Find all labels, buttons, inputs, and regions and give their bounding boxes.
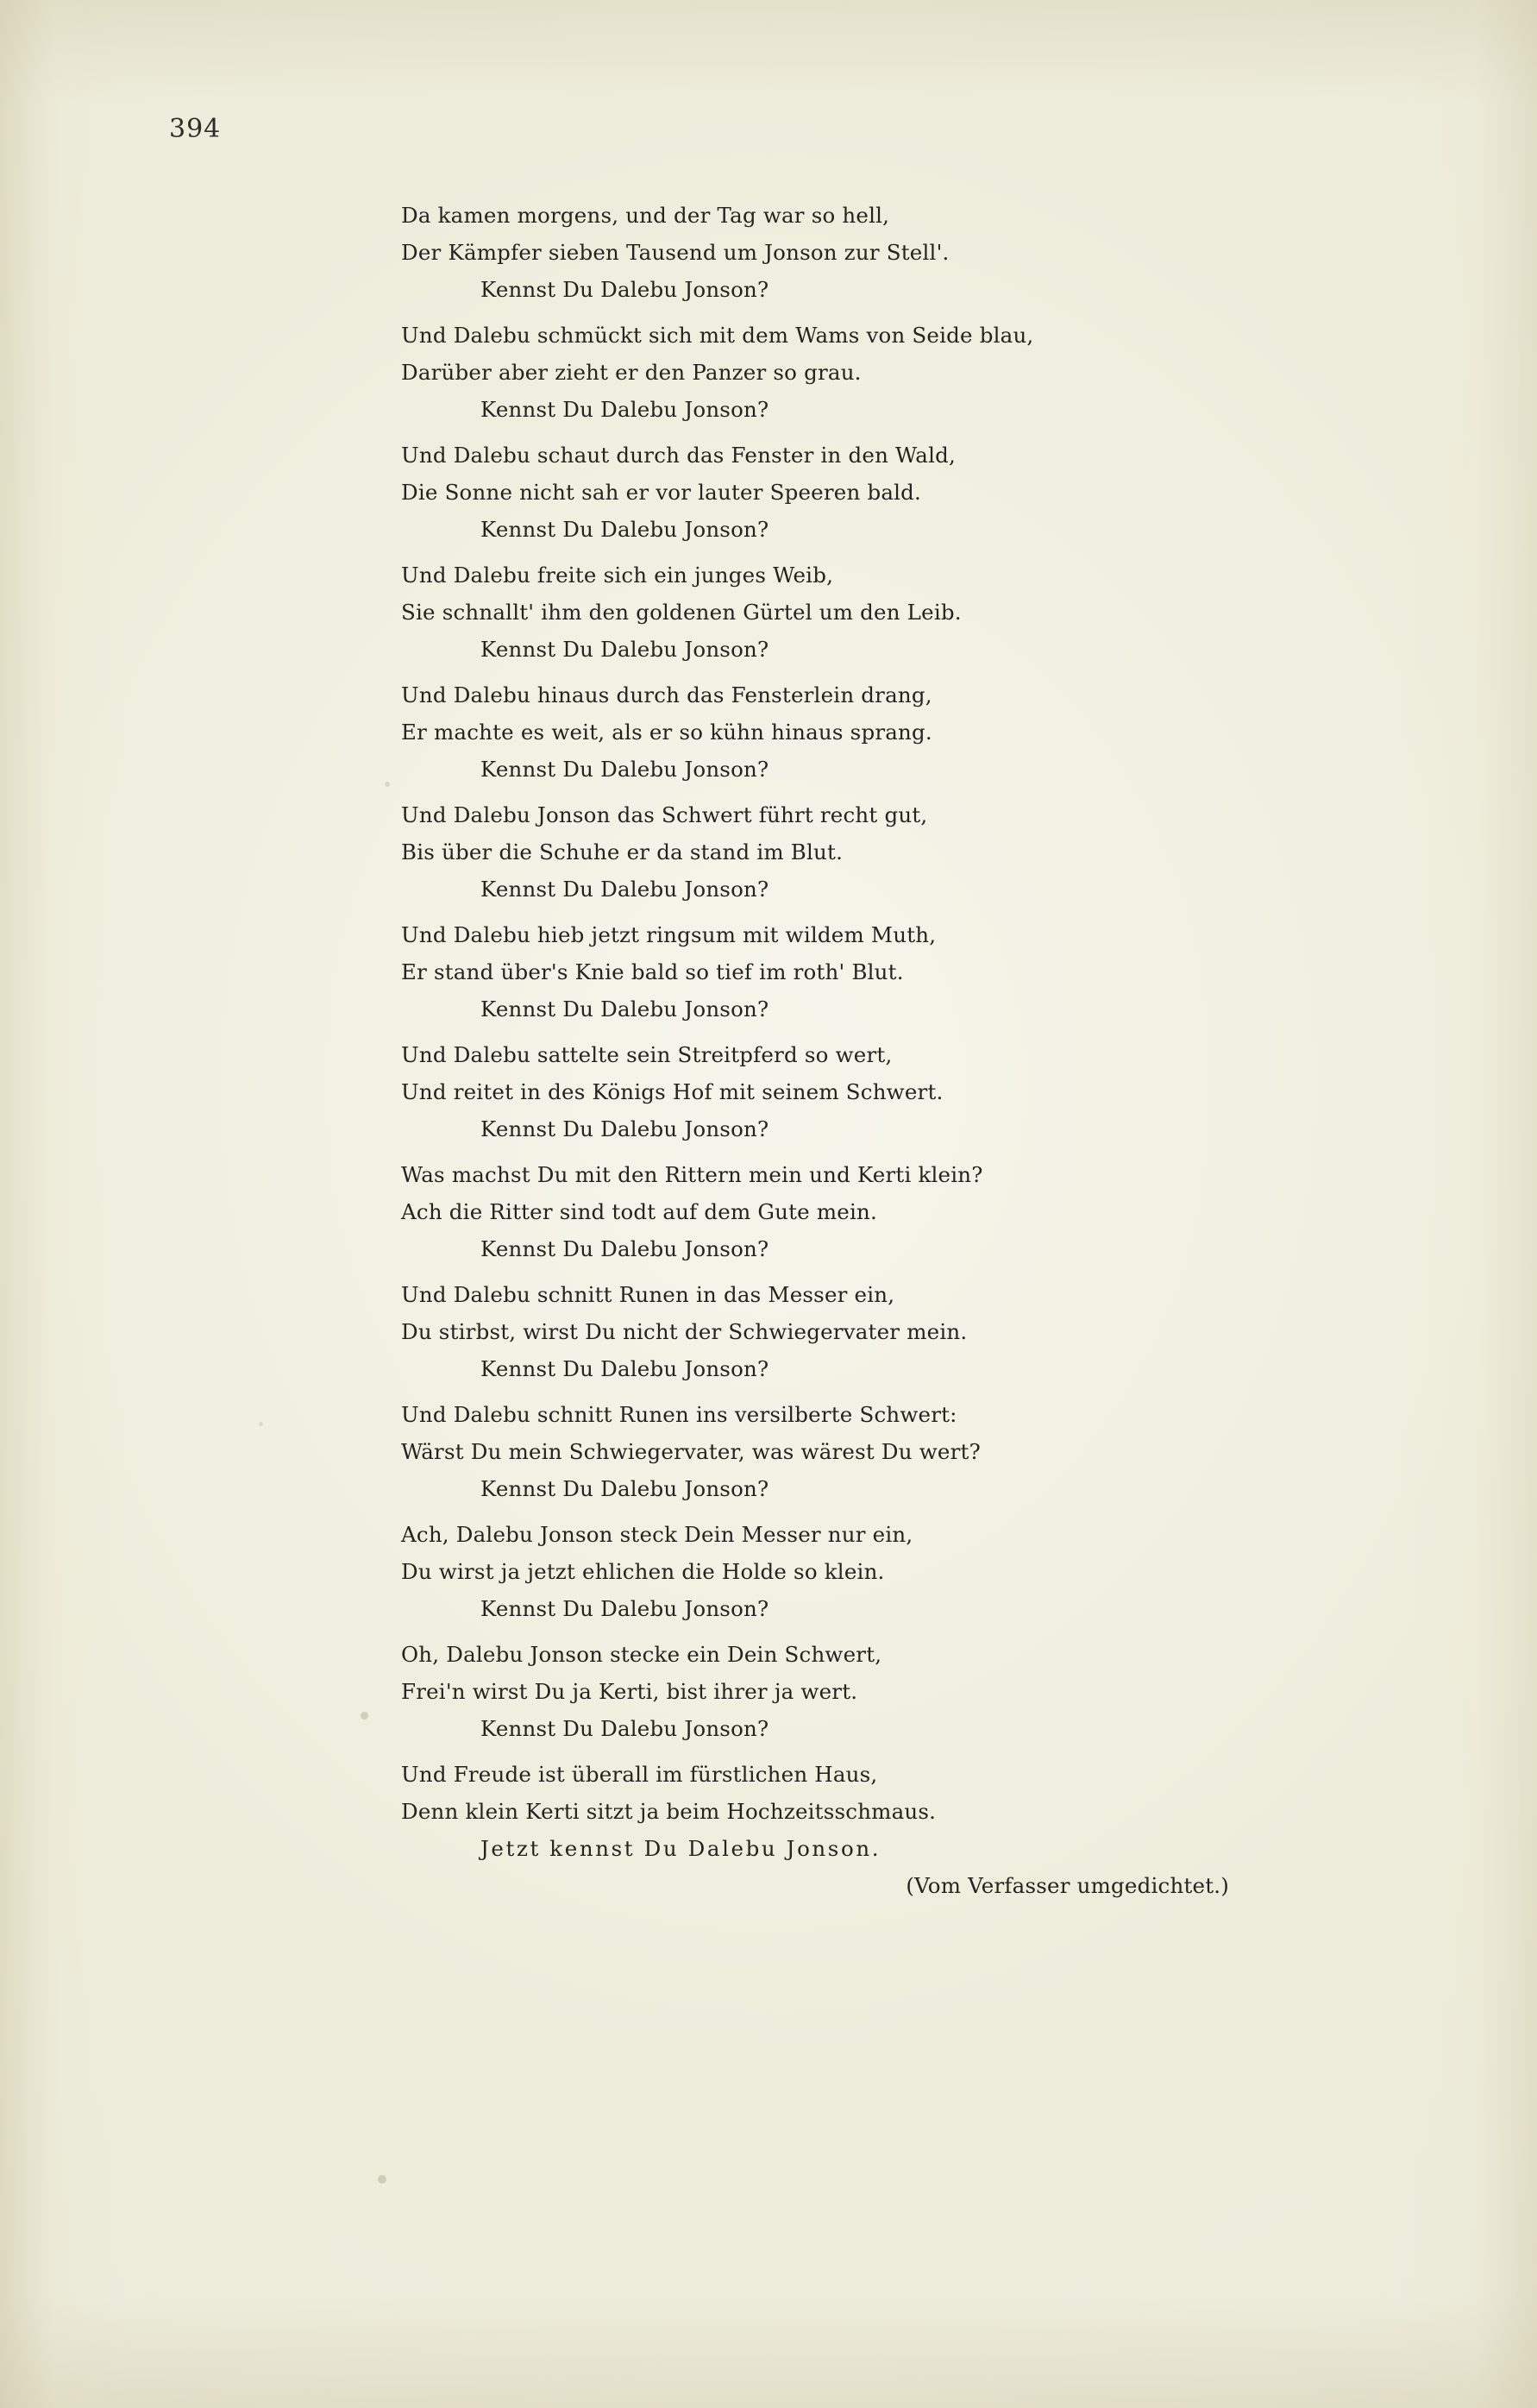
paper-speck bbox=[259, 1422, 263, 1426]
poem-refrain: Kennst Du Dalebu Jonson? bbox=[480, 277, 769, 302]
stanza bbox=[401, 1516, 1229, 1627]
poem-line: Und Dalebu schnitt Runen ins versilberte Schwert: bbox=[401, 1402, 957, 1427]
poem-line: Was machst Du mit den Rittern mein und Kerti klein? bbox=[401, 1162, 983, 1187]
paper-speck bbox=[378, 2175, 386, 2184]
paper-speck bbox=[385, 782, 390, 787]
poem-line: Ach die Ritter sind todt auf dem Gute mein. bbox=[401, 1199, 877, 1224]
poem-refrain: Kennst Du Dalebu Jonson? bbox=[480, 1716, 769, 1741]
stanza bbox=[401, 796, 1229, 908]
poem-line: Denn klein Kerti sitzt ja beim Hochzeitsschmaus. bbox=[401, 1799, 937, 1824]
poem-line: Frei'n wirst Du ja Kerti, bist ihrer ja wert. bbox=[401, 1679, 858, 1704]
poem-line: Ach, Dalebu Jonson steck Dein Messer nur ein, bbox=[401, 1522, 913, 1547]
stanza bbox=[401, 1036, 1229, 1147]
stanza bbox=[401, 437, 1229, 548]
poem-line: Bis über die Schuhe er da stand im Blut. bbox=[401, 839, 844, 864]
poem-refrain: Kennst Du Dalebu Jonson? bbox=[480, 1116, 769, 1141]
poem-line: Und Dalebu Jonson das Schwert führt recht gut, bbox=[401, 802, 928, 827]
stanza bbox=[401, 1156, 1229, 1267]
stanza bbox=[401, 556, 1229, 668]
poem-refrain: Kennst Du Dalebu Jonson? bbox=[480, 517, 769, 542]
stanza bbox=[401, 317, 1229, 428]
closing-stanza bbox=[401, 1756, 1229, 1904]
stanza bbox=[401, 1636, 1229, 1747]
poem-refrain: Kennst Du Dalebu Jonson? bbox=[480, 637, 769, 662]
paper-speck bbox=[361, 1712, 368, 1720]
poem-line: Und Dalebu schaut durch das Fenster in den Wald, bbox=[401, 443, 957, 468]
poem-line: Und Freude ist überall im fürstlichen Haus, bbox=[401, 1762, 878, 1787]
stanza bbox=[401, 1396, 1229, 1507]
poem-line: Darüber aber zieht er den Panzer so grau. bbox=[401, 360, 862, 385]
poem-line: Und reitet in des Königs Hof mit seinem Schwert. bbox=[401, 1079, 944, 1104]
poem-line: Der Kämpfer sieben Tausend um Jonson zur Stell'. bbox=[401, 240, 950, 265]
poem-refrain: Kennst Du Dalebu Jonson? bbox=[480, 1236, 769, 1261]
poem-line: Und Dalebu freite sich ein junges Weib, bbox=[401, 563, 834, 588]
poem-line: Er machte es weit, als er so kühn hinaus sprang. bbox=[401, 720, 932, 745]
stanza bbox=[401, 916, 1229, 1028]
poem-line: Und Dalebu schmückt sich mit dem Wams von Seide blau, bbox=[401, 323, 1034, 348]
poem-line: Du wirst ja jetzt ehlichen die Holde so klein. bbox=[401, 1559, 885, 1584]
poem-line: Und Dalebu sattelte sein Streitpferd so wert, bbox=[401, 1042, 893, 1067]
stanza bbox=[401, 676, 1229, 788]
poem-line: Er stand über's Knie bald so tief im roth' Blut. bbox=[401, 959, 904, 984]
poem-refrain: Kennst Du Dalebu Jonson? bbox=[480, 757, 769, 782]
poem-line: Wärst Du mein Schwiegervater, was wärest Du wert? bbox=[401, 1439, 981, 1464]
poem-line: Und Dalebu schnitt Runen in das Messer ein, bbox=[401, 1282, 895, 1307]
poem-line: Die Sonne nicht sah er vor lauter Speeren bald. bbox=[401, 480, 922, 505]
poem-line: Oh, Dalebu Jonson stecke ein Dein Schwert, bbox=[401, 1642, 882, 1667]
poem-line: Du stirbst, wirst Du nicht der Schwiegervater mein. bbox=[401, 1319, 968, 1344]
poem-refrain: Kennst Du Dalebu Jonson? bbox=[480, 877, 769, 902]
poem-refrain: Kennst Du Dalebu Jonson? bbox=[480, 1476, 769, 1501]
poem-final-refrain: Jetzt kennst Du Dalebu Jonson. bbox=[480, 1836, 881, 1861]
poem-line: Sie schnallt' ihm den goldenen Gürtel um den Leib. bbox=[401, 600, 962, 625]
stanza bbox=[401, 197, 1229, 308]
poem-line: Da kamen morgens, und der Tag war so hell, bbox=[401, 203, 890, 228]
poem-refrain: Kennst Du Dalebu Jonson? bbox=[480, 997, 769, 1022]
poem-attribution: (Vom Verfasser umgedichtet.) bbox=[906, 1873, 1229, 1898]
poem-refrain: Kennst Du Dalebu Jonson? bbox=[480, 1596, 769, 1621]
poem-refrain: Kennst Du Dalebu Jonson? bbox=[480, 1356, 769, 1381]
poem-refrain: Kennst Du Dalebu Jonson? bbox=[480, 397, 769, 422]
stanza bbox=[401, 1276, 1229, 1387]
poem-line: Und Dalebu hieb jetzt ringsum mit wildem Muth, bbox=[401, 922, 937, 947]
page-number: 394 bbox=[169, 114, 222, 144]
poem-line: Und Dalebu hinaus durch das Fensterlein drang, bbox=[401, 682, 932, 707]
poem-body bbox=[401, 197, 1229, 1909]
